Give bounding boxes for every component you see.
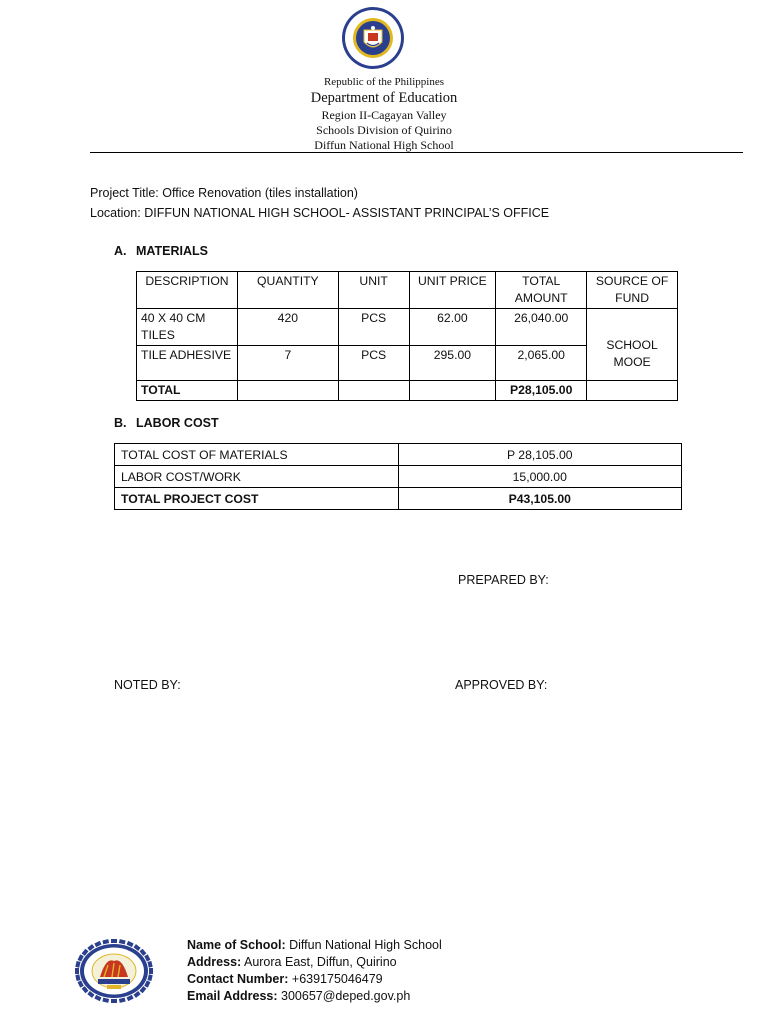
table-row <box>115 466 682 488</box>
labor-value-cell: 15,000.00 <box>398 466 681 488</box>
total-amount-cell: 2,065.00 <box>496 346 587 381</box>
materials-table <box>136 271 678 401</box>
project-location: Location: DIFFUN NATIONAL HIGH SCHOOL- ASSISTANT PRINCIPAL’S OFFICE <box>90 206 550 220</box>
quantity-cell: 420 <box>237 309 338 346</box>
unit-price-cell: 295.00 <box>409 346 496 381</box>
footer-address <box>187 955 397 969</box>
footer-contact-label: Contact Number: <box>187 972 289 986</box>
materials-total-row <box>137 381 678 401</box>
footer-email-label: Email Address: <box>187 989 278 1003</box>
prepared-by-label: PREPARED BY: <box>458 573 549 587</box>
unit-cell: PCS <box>338 346 409 381</box>
school-line: Diffun National High School <box>314 138 454 152</box>
unit-price-cell: 62.00 <box>409 309 496 346</box>
noted-by-label: NOTED BY: <box>114 678 181 692</box>
approved-by-label: APPROVED BY: <box>455 678 548 692</box>
table-row <box>137 309 678 346</box>
column-header: UNIT <box>338 272 409 309</box>
department-line: Department of Education <box>310 90 458 106</box>
footer-contact-value: +639175046479 <box>291 972 383 986</box>
division-line: Schools Division of Quirino <box>316 123 452 137</box>
materials-heading: MATERIALS <box>136 244 208 258</box>
footer-school-value: Diffun National High School <box>289 938 442 952</box>
header-rule <box>90 152 743 153</box>
school-logo <box>72 938 156 1004</box>
column-header: SOURCE OF FUND <box>587 272 678 309</box>
labor-label-cell: TOTAL COST OF MATERIALS <box>115 444 399 466</box>
region-line: Region II-Cagayan Valley <box>321 108 447 122</box>
empty-cell <box>338 381 409 401</box>
footer-email <box>187 989 410 1003</box>
unit-cell: PCS <box>338 309 409 346</box>
table-row <box>115 488 682 510</box>
column-header: TOTAL AMOUNT <box>496 272 587 309</box>
quantity-cell: 7 <box>237 346 338 381</box>
labor-value-cell: P 28,105.00 <box>398 444 681 466</box>
footer-email-value: 300657@deped.gov.ph <box>281 989 411 1003</box>
total-value: P28,105.00 <box>496 381 587 401</box>
column-header: DESCRIPTION <box>137 272 238 309</box>
labor-heading-letter: B. <box>114 416 127 430</box>
empty-cell <box>587 381 678 401</box>
column-header: QUANTITY <box>237 272 338 309</box>
republic-line: Republic of the Philippines <box>323 76 445 88</box>
materials-heading-letter: A. <box>114 244 127 258</box>
labor-label-cell: TOTAL PROJECT COST <box>115 488 399 510</box>
description-cell: TILE ADHESIVE <box>137 346 238 381</box>
labor-value-cell: P43,105.00 <box>398 488 681 510</box>
deped-seal-logo <box>340 6 406 70</box>
footer-address-value: Aurora East, Diffun, Quirino <box>243 955 397 969</box>
description-cell: 40 X 40 CM TILES <box>137 309 238 346</box>
footer-address-label: Address: <box>187 955 242 969</box>
labor-heading: LABOR COST <box>136 416 219 430</box>
total-amount-cell: 26,040.00 <box>496 309 587 346</box>
labor-label-cell: LABOR COST/WORK <box>115 466 399 488</box>
labor-cost-table <box>114 443 682 510</box>
materials-header-row <box>137 272 678 309</box>
column-header: UNIT PRICE <box>409 272 496 309</box>
footer-school <box>187 938 442 952</box>
empty-cell <box>237 381 338 401</box>
footer-contact <box>187 972 383 986</box>
total-label: TOTAL <box>137 381 238 401</box>
project-title: Project Title: Office Renovation (tiles installation) <box>90 186 358 200</box>
table-row <box>115 444 682 466</box>
source-of-fund-cell: SCHOOL MOOE <box>587 309 678 381</box>
footer-school-label: Name of School: <box>187 938 286 952</box>
empty-cell <box>409 381 496 401</box>
